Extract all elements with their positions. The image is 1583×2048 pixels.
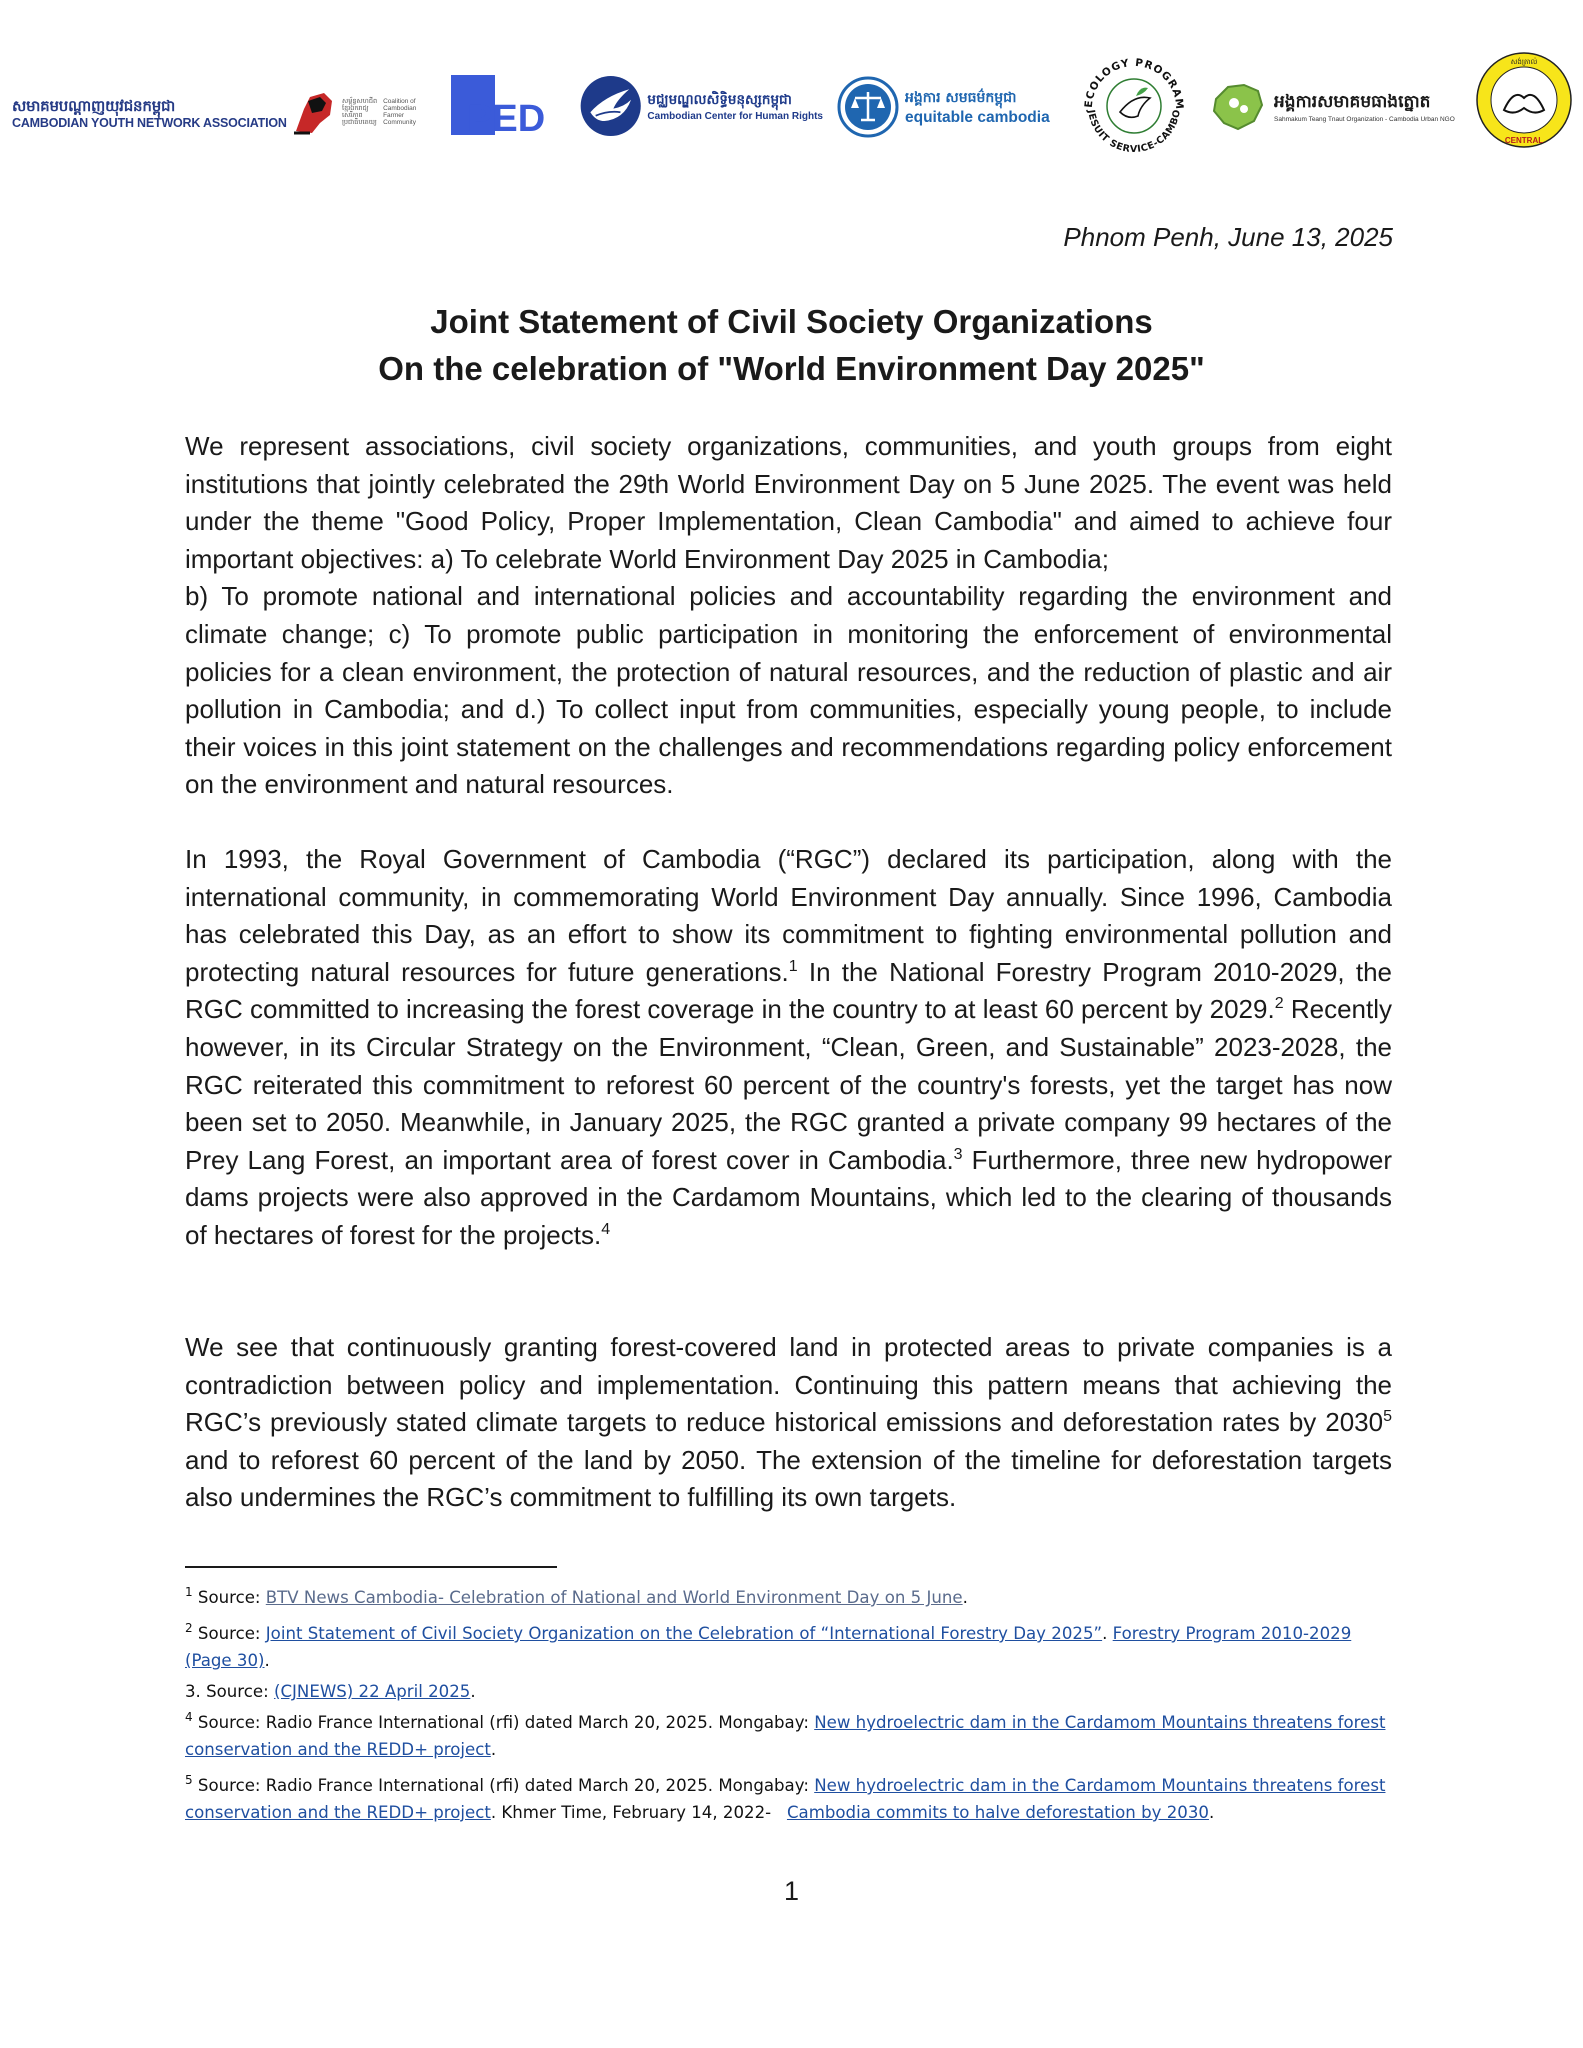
paragraph-objectives-b: b) To promote national and international policies and accountability regarding the environment and climate change; c) To promote public participation in monitoring the enforcement of environmental policies for a clean environment, the protection of natural resources, and the reduction of plastic and air pollution in Cambodia; and d.) To collect input from communities, especially young people, to include their voices in this joint statement on the challenges and recommendations regarding policy enforcement on the environment and natural resources.: [185, 581, 1392, 800]
footnote-3-suffix: .: [470, 1682, 476, 1701]
fist-kh-line-1: សម្ព័ន្ធសហជីព: [342, 97, 378, 105]
footnote-5-link-mongabay[interactable]: New hydroelectric dam in the Cardamom Mountains threatens forest conservation and the REDD+ project: [185, 1776, 1386, 1822]
cambodia-map-icon: [1208, 77, 1268, 137]
footnote-5-link-khmer-times[interactable]: Cambodia commits to halve deforestation by 2030: [786, 1803, 1209, 1822]
fist-kh-line-2: ខ្មែរ​ឯករាជ្យ: [342, 104, 369, 112]
fist-en-line-4: Community: [383, 119, 416, 127]
sahmakum-teang-tnaut-logo: [1208, 72, 1470, 142]
fist-en-line-1: Coalition of: [383, 97, 416, 105]
paragraph-objectives: [185, 428, 1392, 804]
paragraph-background: [185, 841, 1392, 1255]
page-number: 1: [783, 1876, 800, 1906]
fist-en-line-3: Farmer: [383, 112, 405, 119]
paragraph-background-part-2: In the National Forestry Program 2010-2029, the RGC committed to increasing the forest coverage in the country to at least 60 percent by 2029.: [185, 956, 1392, 1025]
partner-logo-strip: [0, 48, 1583, 158]
footnote-1-prefix: Source:: [192, 1588, 266, 1607]
cchr-name-en: Cambodian Center for Human Rights: [647, 110, 823, 122]
paragraph-objectives-a: We represent associations, civil society organizations, communities, and youth groups from eight institutions that jointly celebrated the 29th World Environment Day on 5 June 2025. The event was held under the theme "Good Policy, Proper Implementation, Clean Cambodia" and aimed to achieve four important objectives: a) To celebrate World Environment Day 2025 in Cambodia;: [185, 431, 1392, 574]
footnote-5: [185, 1772, 1395, 1826]
central-name-en: CENTRAL: [1504, 136, 1544, 145]
footnote-separator: [185, 1566, 557, 1568]
footnote-3-prefix: 3. Source:: [185, 1682, 274, 1701]
paragraph-background-part-3: Recently however, in its Circular Strategy on the Environment, “Clean, Green, and Sustainable” 2023-2028, the RGC reiterated this commitment to reforest 60 percent of the country's forests, yet the target has now been set to 2050. Meanwhile, in January 2025, the RGC granted a private company 99 hectares of the Prey Lang Forest, an important area of forest cover in Cambodia.: [185, 994, 1392, 1175]
statement-title: [0, 298, 1583, 392]
footnote-ref-5[interactable]: 5: [1383, 1408, 1392, 1426]
footnote-ref-1[interactable]: 1: [788, 957, 798, 975]
footnote-3-link[interactable]: (CJNEWS) 22 April 2025: [273, 1682, 471, 1701]
dove-icon: [578, 69, 643, 143]
cchr-logo: [578, 66, 823, 146]
ped-logo: [451, 75, 563, 135]
cyna-name-en: CAMBODIAN YOUTH NETWORK ASSOCIATION: [12, 115, 287, 130]
footnote-2-link-forestry-program[interactable]: Forestry Program 2010-2029 (Page 30): [185, 1624, 1352, 1670]
central-name-kh: សង់ត្រាល់: [1510, 58, 1538, 66]
jsc-ring-top: ECOLOGY PROGRAM: [1082, 56, 1186, 111]
footnote-5-suffix: .: [1208, 1803, 1215, 1822]
footnote-1-link[interactable]: BTV News Cambodia- Celebration of National and World Environment Day on 5 June: [265, 1588, 963, 1607]
jesuit-service-ecology-logo: [1078, 50, 1190, 162]
footnote-2-prefix: Source:: [192, 1624, 266, 1643]
footnote-4: [185, 1709, 1395, 1763]
cyna-name-kh: សមាគមបណ្ដាញយុវជនកម្ពុជា: [12, 96, 176, 115]
central-logo: [1474, 50, 1574, 150]
footnote-5-prefix: Source: Radio France International (rfi) dated March 20, 2025. Mongabay:: [192, 1776, 815, 1795]
footnote-2-mid: .: [1102, 1624, 1113, 1643]
footnote-4-link[interactable]: New hydroelectric dam in the Cardamom Mountains threatens forest conservation and the REDD+ project: [185, 1713, 1386, 1759]
raised-fist-icon: [290, 87, 338, 137]
jsc-ring-bottom: JESUIT SERVICE-CAMBO: [1085, 108, 1183, 156]
footnote-1-suffix: .: [962, 1588, 968, 1607]
sahmakum-name-en: Sahmakum Teang Tnaut Organization - Cambodia Urban NGO: [1274, 116, 1455, 123]
cyna-logo: [6, 84, 286, 144]
footnote-3: [185, 1678, 1395, 1705]
footnote-2-link-joint-statement[interactable]: Joint Statement of Civil Society Organization on the Celebration of “International Forestry Day 2025”: [265, 1624, 1103, 1643]
footnote-ref-2[interactable]: 2: [1274, 995, 1284, 1013]
paragraph-background-part-4: Furthermore, three new hydropower dams projects were also approved in the Cardamom Mountains, which led to the clearing of thousands of hectares of forest for the projects.: [185, 1144, 1392, 1250]
equitable-cambodia-logo: [837, 72, 1072, 142]
paragraph-contradiction-part-2: and to reforest 60 percent of the land by 2050. The extension of the timeline for deforestation targets also undermines the RGC’s commitment to fulfilling its own targets.: [185, 1444, 1392, 1513]
footnotes: [185, 1584, 1395, 1835]
scales-icon: [837, 76, 899, 138]
footnote-2-suffix: .: [264, 1651, 270, 1670]
sahmakum-name-kh: អង្គការសមាគមធាងត្នោត: [1274, 92, 1431, 112]
title-line-2: On the celebration of "World Environment Day 2025": [378, 350, 1205, 387]
footnote-1: [185, 1584, 1395, 1611]
ped-name: PED: [467, 98, 546, 135]
footnote-4-suffix: .: [490, 1740, 497, 1759]
footnote-4-prefix: Source: Radio France International (rfi) dated March 20, 2025. Mongabay:: [192, 1713, 815, 1732]
fist-en-line-2: Cambodian: [383, 104, 417, 112]
title-line-1: Joint Statement of Civil Society Organizations: [430, 303, 1153, 340]
equitable-name-kh: អង្គការ សមធម៌កម្ពុជា: [905, 89, 1017, 106]
footnote-ref-4[interactable]: 4: [601, 1220, 611, 1238]
farmer-coalition-logo: [290, 82, 450, 142]
footnote-5-number: 5: [185, 1773, 193, 1787]
footnote-2: [185, 1620, 1395, 1674]
footnote-1-number: 1: [185, 1585, 193, 1599]
paragraph-contradiction-part-1: We see that continuously granting forest-covered land in protected areas to private companies is a contradiction between policy and implementation. Continuing this pattern means that achieving the RGC’s previously stated climate targets to reduce historical emissions and deforestation rates by 2030: [185, 1332, 1392, 1438]
equitable-name-en: equitable cambodia: [905, 108, 1050, 126]
fist-kh-line-4: ប្រជាធិបតេយ្យ: [342, 119, 377, 127]
cchr-name-kh: មជ្ឈមណ្ឌលសិទ្ធិមនុស្សកម្ពុជា: [647, 91, 792, 108]
footnote-2-number: 2: [185, 1621, 193, 1635]
footnote-ref-3[interactable]: 3: [953, 1145, 963, 1163]
fist-kh-line-3: សេរីភាព: [342, 112, 363, 119]
statement-date: Phnom Penh, June 13, 2025: [1063, 222, 1393, 252]
paragraph-background-part-1: In 1993, the Royal Government of Cambodia (“RGC”) declared its participation, along with the international community, in commemorating World Environment Day annually. Since 1996, Cambodia has celebrated this Day, as an effort to show its commitment to fighting environmental pollution and protecting natural resources for future generations.: [185, 844, 1392, 987]
footnote-4-number: 4: [185, 1710, 193, 1724]
footnote-5-mid: . Khmer Time, February 14, 2022-: [490, 1803, 787, 1822]
paragraph-contradiction: [185, 1329, 1392, 1517]
